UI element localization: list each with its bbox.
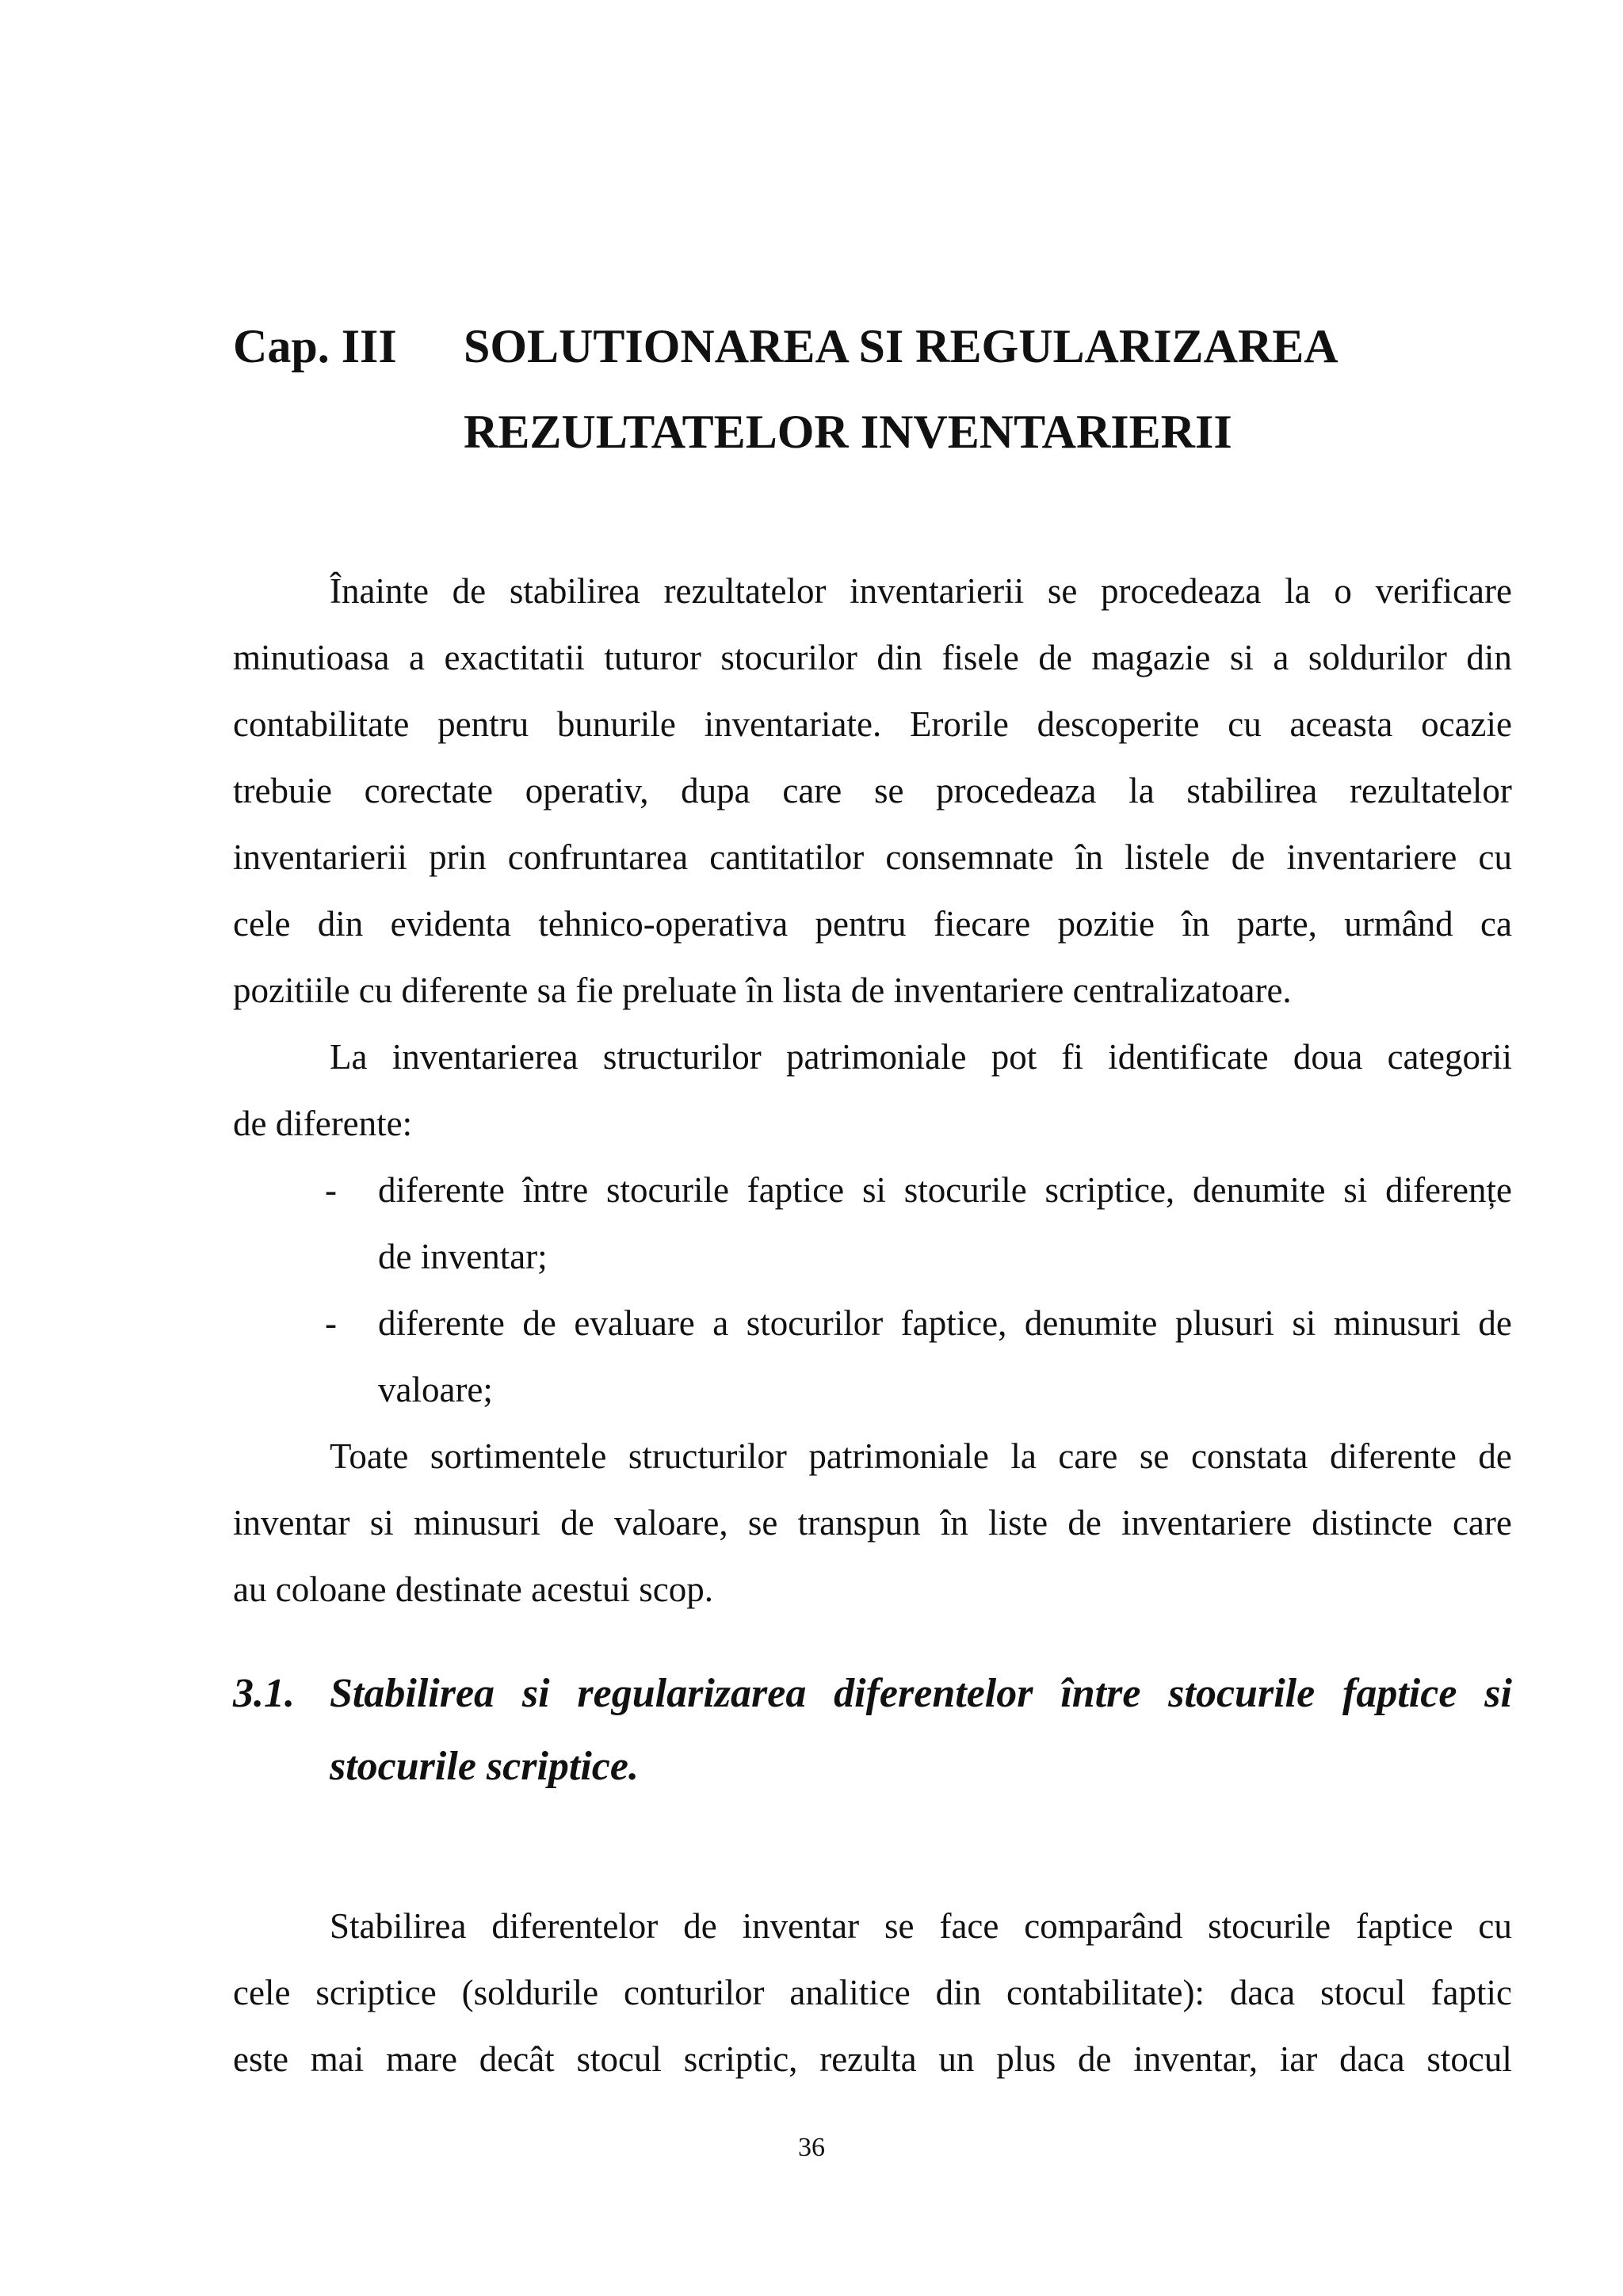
- word: denumite: [1024, 1303, 1158, 1343]
- word: cele: [233, 1973, 291, 2012]
- word: stocurile: [330, 1744, 476, 1789]
- word: scriptic,: [683, 2039, 798, 2079]
- word: Toate: [330, 1436, 409, 1476]
- word: inventarierea: [391, 1037, 579, 1077]
- word: face: [939, 1906, 999, 1946]
- word: stocurile: [1168, 1671, 1316, 1716]
- word: si: [1292, 1303, 1316, 1343]
- word: acestui: [531, 1569, 631, 1609]
- paragraph-transfer: [233, 1423, 1512, 1623]
- word: din: [1466, 638, 1512, 677]
- word: de: [1077, 2039, 1112, 2079]
- word: fie: [575, 971, 613, 1010]
- word: daca: [1229, 1973, 1296, 2012]
- text-line: [233, 757, 1512, 824]
- word: se: [884, 1906, 915, 1946]
- word: stocul: [1320, 1973, 1406, 2012]
- word: si: [1229, 638, 1254, 677]
- word: se: [747, 1503, 778, 1543]
- section-title: [330, 1657, 1512, 1803]
- word: de: [378, 1237, 412, 1276]
- word: cu: [1478, 837, 1512, 877]
- word: se: [1139, 1436, 1170, 1476]
- word: diferente: [378, 1170, 505, 1210]
- word: de: [522, 1303, 556, 1343]
- word: cu: [1228, 704, 1262, 744]
- word: de: [1478, 1303, 1512, 1343]
- word: bunurile: [556, 704, 676, 744]
- word: inventar: [233, 1503, 350, 1543]
- word: ocazie: [1421, 704, 1512, 744]
- word: de: [683, 1906, 717, 1946]
- page-number: 36: [798, 2133, 825, 2162]
- word: de: [1067, 1503, 1102, 1543]
- word: procedeaza: [1101, 571, 1262, 611]
- word: cele: [233, 904, 291, 944]
- word: pozitie: [1057, 904, 1155, 944]
- word: structurilor: [602, 1037, 762, 1077]
- word: inventarierii: [850, 571, 1025, 611]
- word: listele: [1125, 837, 1210, 877]
- word: de: [1231, 837, 1266, 877]
- word: valoare,: [613, 1503, 728, 1543]
- chapter-label: Cap. III: [233, 320, 397, 372]
- word: inventar,: [1133, 2039, 1258, 2079]
- word: si: [1484, 1671, 1512, 1716]
- word: faptice: [1356, 1906, 1453, 1946]
- word: faptic: [1430, 1973, 1512, 2012]
- word: minusuri: [413, 1503, 540, 1543]
- word: sa: [537, 971, 567, 1010]
- word: si: [369, 1503, 394, 1543]
- text-line: [378, 1223, 1512, 1290]
- word: exactitatii: [444, 638, 585, 677]
- word: minusuri: [1333, 1303, 1461, 1343]
- word: (soldurile: [461, 1973, 599, 2012]
- word: scriptice: [315, 1973, 437, 2012]
- word: au: [233, 1569, 267, 1609]
- word: decât: [479, 2039, 555, 2079]
- word: cu: [358, 971, 393, 1010]
- word: identificate: [1108, 1037, 1269, 1077]
- word: inventariate.: [704, 704, 882, 744]
- paragraph-establishing: [233, 1893, 1512, 2092]
- word: de: [560, 1503, 594, 1543]
- text-line: [233, 1489, 1512, 1556]
- word: destinate: [395, 1569, 522, 1609]
- word: procedeaza: [936, 771, 1097, 810]
- word: diferente: [1329, 1436, 1457, 1476]
- word: a: [408, 638, 425, 677]
- word: care: [782, 771, 842, 810]
- word: Stabilirea: [330, 1671, 495, 1716]
- word: diferente:: [275, 1104, 413, 1143]
- text-line: [233, 957, 1512, 1024]
- word: comparând: [1024, 1906, 1183, 1946]
- word: în: [1075, 837, 1103, 877]
- text-line: [233, 1556, 1512, 1623]
- word: fisele: [941, 638, 1019, 677]
- word: de: [1478, 1436, 1512, 1476]
- word: de: [1038, 638, 1072, 677]
- word: rezulta: [819, 2039, 917, 2079]
- word: Înainte: [330, 571, 429, 611]
- word: sortimentele: [430, 1436, 607, 1476]
- word: operativ,: [525, 771, 649, 810]
- text-line: [233, 558, 1512, 624]
- text-line: [233, 1959, 1512, 2026]
- word: descoperite: [1037, 704, 1200, 744]
- word: pentru: [437, 704, 529, 744]
- word: pentru: [815, 904, 907, 944]
- word: stocul: [576, 2039, 662, 2079]
- word: de: [452, 571, 487, 611]
- text-line: [233, 624, 1512, 691]
- word: în: [940, 1503, 968, 1543]
- word: transpun: [797, 1503, 921, 1543]
- word: inventariere: [1286, 837, 1457, 877]
- word: iar: [1279, 2039, 1318, 2079]
- word: scop.: [639, 1569, 714, 1609]
- list-item-text: [378, 1157, 1512, 1290]
- word: coloane: [275, 1569, 387, 1609]
- word: se: [1047, 571, 1078, 611]
- word: mai: [310, 2039, 365, 2079]
- word: verificare: [1375, 571, 1512, 611]
- word: la: [1128, 771, 1155, 810]
- word: din: [317, 904, 364, 944]
- bullet-dash: -: [325, 1303, 337, 1343]
- word: între: [1060, 1671, 1141, 1716]
- word: lista: [782, 971, 842, 1010]
- word: tehnico-operativa: [538, 904, 789, 944]
- text-line: [233, 1024, 1512, 1090]
- word: La: [330, 1037, 368, 1077]
- word: se: [873, 771, 904, 810]
- word: de: [233, 1104, 267, 1143]
- word: dupa: [681, 771, 750, 810]
- word: stocul: [1426, 2039, 1512, 2079]
- word: cantitatilor: [709, 837, 865, 877]
- word: stocurilor: [746, 1303, 884, 1343]
- word: care: [1452, 1503, 1512, 1543]
- word: inventariere: [893, 971, 1064, 1010]
- word: în: [1182, 904, 1210, 944]
- word: Stabilirea: [330, 1906, 467, 1946]
- word: stabilirea: [1186, 771, 1318, 810]
- word: stocurile: [903, 1170, 1027, 1210]
- word: Erorile: [909, 704, 1009, 744]
- word: este: [233, 2039, 288, 2079]
- word: a: [712, 1303, 729, 1343]
- section-title-line: [330, 1657, 1512, 1730]
- text-line: [233, 2026, 1512, 2092]
- word: corectate: [364, 771, 493, 810]
- text-line: [378, 1290, 1512, 1356]
- word: conturilor: [624, 1973, 765, 2012]
- text-line: [378, 1157, 1512, 1223]
- word: ca: [1480, 904, 1512, 944]
- word: inventariere: [1121, 1503, 1292, 1543]
- word: cu: [1478, 1906, 1512, 1946]
- word: evaluare: [574, 1303, 695, 1343]
- text-line: [233, 1893, 1512, 1959]
- word: prin: [429, 837, 487, 877]
- word: constata: [1190, 1436, 1308, 1476]
- word: confruntarea: [507, 837, 689, 877]
- word: diferentelor: [834, 1671, 1033, 1716]
- word: plus: [996, 2039, 1056, 2079]
- word: soldurilor: [1308, 638, 1447, 677]
- word: din: [935, 1973, 982, 2012]
- word: evidenta: [390, 904, 512, 944]
- word: contabilitate: [233, 704, 410, 744]
- word: între: [522, 1170, 589, 1210]
- word: si: [861, 1170, 886, 1210]
- section-title-line: [330, 1730, 1512, 1803]
- word: distincte: [1312, 1503, 1433, 1543]
- word: magazie: [1091, 638, 1211, 677]
- word: stocurile: [1208, 1906, 1331, 1946]
- word: trebuie: [233, 771, 332, 810]
- word: consemnate: [885, 837, 1054, 877]
- word: diferente: [378, 1303, 505, 1343]
- word: regularizarea: [577, 1671, 807, 1716]
- word: valoare;: [378, 1370, 493, 1409]
- word: fiecare: [933, 904, 1031, 944]
- word: de: [850, 971, 885, 1010]
- word: rezultatelor: [1350, 771, 1512, 810]
- word: o: [1334, 571, 1352, 611]
- word: în: [746, 971, 774, 1010]
- chapter-title-line: REZULTATELOR INVENTARIERII: [464, 406, 1232, 458]
- word: inventarierii: [233, 837, 407, 877]
- word: aceasta: [1289, 704, 1393, 744]
- word: rezultatelor: [663, 571, 827, 611]
- word: din: [876, 638, 922, 677]
- chapter-title-line: SOLUTIONAREA SI REGULARIZAREA: [464, 320, 1338, 372]
- word: faptice,: [900, 1303, 1007, 1343]
- word: parte,: [1236, 904, 1317, 944]
- text-line: [233, 1090, 1512, 1157]
- chapter-title: [464, 313, 1494, 465]
- word: patrimoniale: [808, 1436, 989, 1476]
- text-line: [233, 691, 1512, 757]
- text-line: [378, 1356, 1512, 1423]
- word: minutioasa: [233, 638, 390, 677]
- word: daca: [1339, 2039, 1405, 2079]
- text-line: [233, 1423, 1512, 1489]
- word: si: [521, 1671, 550, 1716]
- word: structurilor: [628, 1436, 787, 1476]
- word: centralizatoare.: [1072, 971, 1292, 1010]
- word: diferențe: [1385, 1170, 1512, 1210]
- word: plusuri: [1174, 1303, 1274, 1343]
- word: patrimoniale: [786, 1037, 967, 1077]
- word: diferente: [401, 971, 529, 1010]
- word: un: [938, 2039, 975, 2079]
- word: faptice: [1342, 1671, 1457, 1716]
- word: liste: [988, 1503, 1048, 1543]
- word: diferentelor: [491, 1906, 659, 1946]
- word: preluate: [622, 971, 737, 1010]
- text-line: [233, 824, 1512, 891]
- word: la: [1010, 1436, 1037, 1476]
- word: stocurile: [605, 1170, 729, 1210]
- word: inventar: [742, 1906, 860, 1946]
- word: scriptice.: [486, 1744, 639, 1789]
- text-line: [233, 891, 1512, 957]
- word: doua: [1293, 1037, 1363, 1077]
- paragraph-categories: [233, 1024, 1512, 1157]
- bullet-dash: -: [325, 1170, 337, 1210]
- paragraph-intro: [233, 558, 1512, 1024]
- word: analitice: [789, 1973, 911, 2012]
- word: mare: [386, 2039, 457, 2079]
- word: la: [1285, 571, 1311, 611]
- word: stabilirea: [509, 571, 640, 611]
- section-number: 3.1.: [233, 1671, 295, 1716]
- word: care: [1058, 1436, 1118, 1476]
- word: tuturor: [604, 638, 701, 677]
- word: pozitiile: [233, 971, 350, 1010]
- word: si: [1343, 1170, 1368, 1210]
- word: fi: [1061, 1037, 1083, 1077]
- word: stocurilor: [720, 638, 857, 677]
- word: scriptice,: [1044, 1170, 1175, 1210]
- word: denumite: [1192, 1170, 1326, 1210]
- word: pot: [991, 1037, 1037, 1077]
- word: categorii: [1387, 1037, 1512, 1077]
- word: faptice: [747, 1170, 845, 1210]
- word: urmând: [1344, 904, 1453, 944]
- word: inventar;: [420, 1237, 548, 1276]
- word: a: [1273, 638, 1289, 677]
- list-item-text: [378, 1290, 1512, 1423]
- word: contabilitate):: [1006, 1973, 1205, 2012]
